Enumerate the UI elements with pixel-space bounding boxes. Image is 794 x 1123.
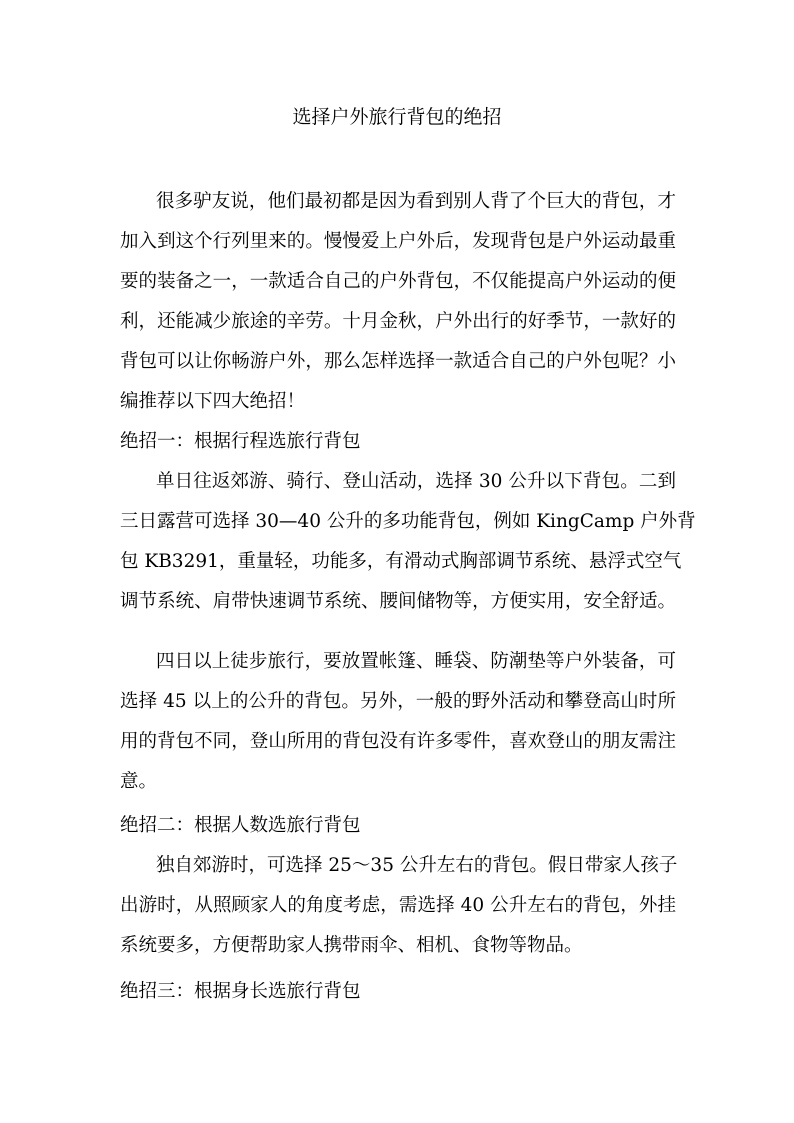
section1-heading: 绝招一：根据行程选旅行背包 [120,431,361,452]
intro-line-6: 编推荐以下四大绝招！ [120,391,306,412]
intro-line-2: 加入到这个行列里来的。慢慢爱上户外后，发现背包是户外运动最重 [120,231,676,252]
section2-heading: 绝招二：根据人数选旅行背包 [120,815,361,836]
section1-para1-line-4: 调节系统、肩带快速调节系统、腰间储物等，方便实用，安全舒适。 [120,591,676,612]
intro-line-1: 很多驴友说，他们最初都是因为看到别人背了个巨大的背包，才 [156,191,676,212]
section1-para2-line-1: 四日以上徒步旅行，要放置帐篷、睡袋、防潮垫等户外装备，可 [156,651,676,672]
document-title: 选择户外旅行背包的绝招 [292,106,502,128]
section2-para1-line-3: 系统要多，方便帮助家人携带雨伞、相机、食物等物品。 [120,935,583,956]
section1-para1-line-3: 包 KB3291，重量轻，功能多，有滑动式胸部调节系统、悬浮式空气 [120,551,682,572]
intro-line-4: 利，还能减少旅途的辛劳。十月金秋，户外出行的好季节，一款好的 [120,311,676,332]
section1-para1-line-1: 单日往返郊游、骑行、登山活动，选择 30 公升以下背包。二到 [156,471,676,492]
intro-line-3: 要的装备之一，一款适合自己的户外背包，不仅能提高户外运动的便 [120,271,676,292]
section2-para1-line-1: 独自郊游时，可选择 25～35 公升左右的背包。假日带家人孩子 [156,855,678,876]
section2-para1-line-2: 出游时，从照顾家人的角度考虑，需选择 40 公升左右的背包，外挂 [120,895,676,916]
section1-para2-line-3: 用的背包不同，登山所用的背包没有许多零件，喜欢登山的朋友需注 [120,731,676,752]
intro-line-5: 背包可以让你畅游户外，那么怎样选择一款适合自己的户外包呢？小 [120,351,676,372]
section3-heading: 绝招三：根据身长选旅行背包 [120,981,361,1002]
section1-para2-line-4: 意。 [120,771,158,792]
section1-para2-line-2: 选择 45 以上的公升的背包。另外，一般的野外活动和攀登高山时所 [120,691,676,712]
section1-para1-line-2: 三日露营可选择 30—40 公升的多功能背包，例如 KingCamp 户外背 [120,511,696,532]
